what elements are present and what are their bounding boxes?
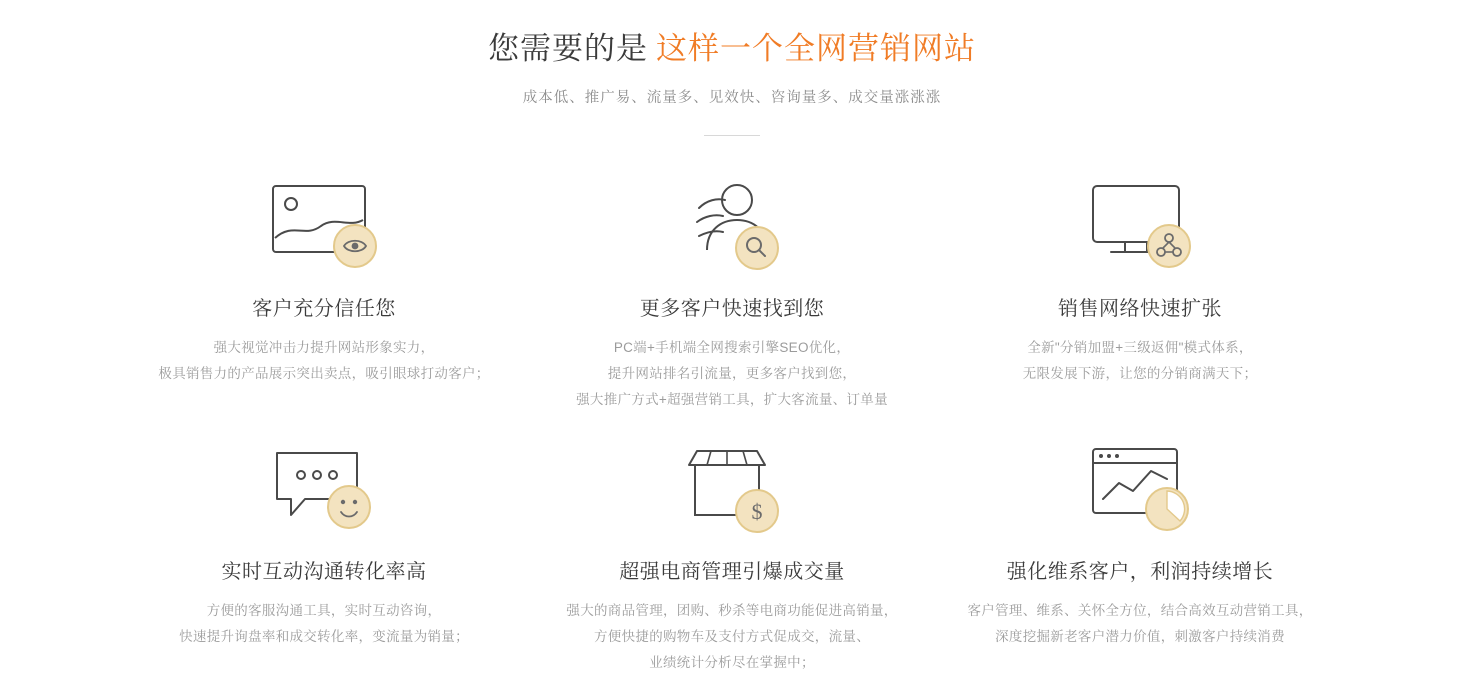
feature-card: [120, 435, 528, 676]
feature-title: 强化维系客户，利润持续增长: [1006, 561, 1274, 583]
feature-desc-line: 强大推广方式+超强营销工具，扩大客流量、订单量: [576, 392, 888, 407]
feature-title: 超强电商管理引爆成交量: [619, 561, 845, 583]
page-title-primary: 您需要的是: [488, 31, 648, 66]
feature-desc-line: 方便的客服沟通工具，实时互动咨询，: [206, 603, 442, 618]
feature-description: [552, 598, 912, 676]
page-header: [0, 0, 1464, 136]
feature-grid: [0, 172, 1464, 676]
feature-description: [144, 335, 504, 387]
feature-title: 实时互动沟通转化率高: [221, 561, 427, 583]
feature-title: 客户充分信任您: [252, 298, 396, 320]
feature-desc-line: PC端+手机端全网搜索引擎SEO优化，: [613, 340, 851, 355]
feature-description: [960, 335, 1320, 387]
feature-card: [528, 435, 936, 676]
feature-desc-line: 提升网站排名引流量，更多客户找到您，: [607, 366, 857, 381]
page-subtitle: 成本低、推广易、流量多、见效快、咨询量多、成交量涨涨涨: [522, 90, 942, 106]
feature-title: 销售网络快速扩张: [1058, 298, 1222, 320]
shop-dollar-icon: [552, 435, 912, 543]
feature-desc-line: 业绩统计分析尽在掌握中；: [649, 655, 815, 670]
feature-desc-line: 全新"分销加盟+三级返佣"模式体系，: [1027, 340, 1253, 355]
feature-desc-line: 快速提升询盘率和成交转化率，变流量为销量；: [179, 629, 469, 644]
feature-desc-line: 强大视觉冲击力提升网站形象实力，: [213, 340, 435, 355]
feature-desc-line: 强大的商品管理，团购、秒杀等电商功能促进高销量，: [566, 603, 898, 618]
feature-desc-line: 方便快捷的购物车及支付方式促成交，流量、: [594, 629, 870, 644]
monitor-network-icon: [960, 172, 1320, 280]
feature-desc-line: 客户管理、维系、关怀全方位，结合高效互动营销工具，: [967, 603, 1313, 618]
feature-description: [552, 335, 912, 413]
chat-smile-icon: [144, 435, 504, 543]
chart-pie-icon: [960, 435, 1320, 543]
feature-desc-line: 无限发展下游，让您的分销商满天下；: [1022, 366, 1258, 381]
feature-desc-line: 深度挖掘新老客户潜力价值，刺激客户持续消费: [995, 629, 1285, 644]
feature-card: [936, 172, 1344, 413]
feature-desc-line: 极具销售力的产品展示突出卖点，吸引眼球打动客户；: [158, 366, 490, 381]
feature-description: [144, 598, 504, 650]
page-title-accent: 这样一个全网营销网站: [656, 31, 976, 66]
svg-text:$: $: [751, 499, 763, 524]
image-eye-icon: [144, 172, 504, 280]
feature-card: [936, 435, 1344, 676]
feature-title: 更多客户快速找到您: [639, 298, 825, 320]
person-search-icon: [552, 172, 912, 280]
header-divider: [704, 135, 760, 136]
feature-card: [120, 172, 528, 413]
page-title: [0, 28, 1464, 70]
feature-card: [528, 172, 936, 413]
feature-description: [960, 598, 1320, 650]
